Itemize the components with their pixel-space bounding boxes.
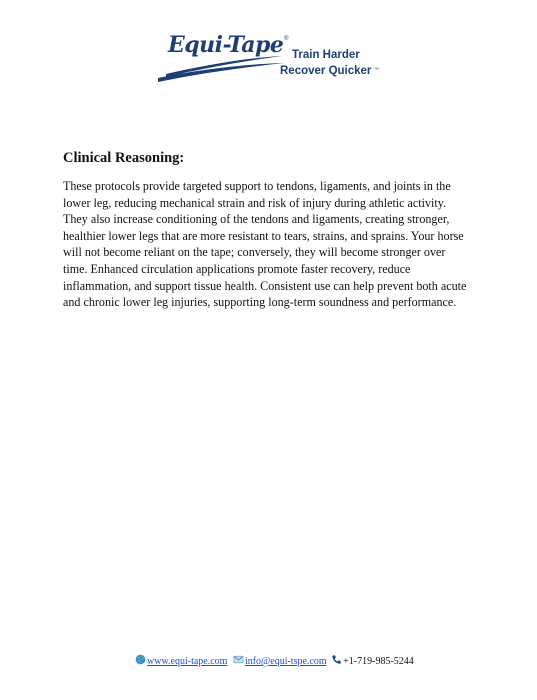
brand-name: Equi-Tape (168, 32, 284, 58)
body-line: inflammation, and support tissue health. Consistent use can help prevent both acute (63, 278, 467, 293)
body-line: They also increase conditioning of the tendons and ligaments, creating stronger, (63, 212, 450, 227)
phone-icon (331, 654, 342, 665)
brand-registered-mark: ® (284, 36, 289, 42)
logo (156, 30, 386, 86)
body-paragraph (63, 178, 479, 311)
tagline-trademark: ™ (374, 67, 379, 73)
body-line: and chronic lower leg injuries, supporting long-term soundness and performance. (63, 295, 457, 310)
tagline-line1: Train Harder (292, 49, 360, 61)
website-link[interactable]: www.equi-tape.com (147, 656, 228, 667)
body-line: healthier lower legs that are more resistant to tears, strains, and sprains. Your horse (63, 228, 464, 243)
email-icon (233, 654, 244, 665)
tagline-line2: Recover Quicker (280, 65, 372, 77)
email-link[interactable]: info@equi-tspe.com (244, 656, 327, 667)
body-line: lower leg, reducing mechanical strain and risk of injury during athletic activity. (63, 195, 447, 210)
globe-icon (135, 654, 146, 665)
phone-number: +1-719-985-5244 (343, 656, 414, 667)
section-heading: Clinical Reasoning: (63, 150, 185, 166)
footer-contact (135, 654, 414, 669)
body-line: will not become reliant on the tape; conversely, they will become stronger over (63, 245, 446, 260)
body-line: time. Enhanced circulation applications promote faster recovery, reduce (63, 261, 411, 276)
body-line: These protocols provide targeted support to tendons, ligaments, and joints in the (63, 179, 451, 193)
